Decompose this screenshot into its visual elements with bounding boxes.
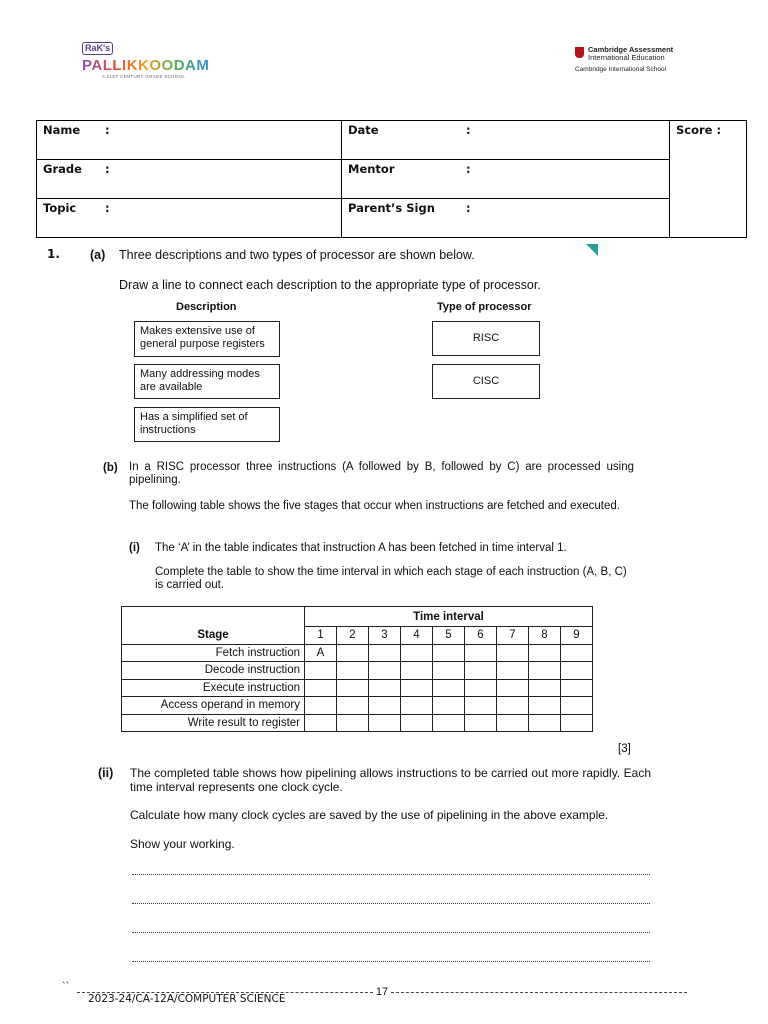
sub-i-text1: The ‘A’ in the table indicates that instruction A has been fetched in time interval 1. bbox=[155, 542, 567, 554]
logo-tagline: A 21ST CENTURY GRADE SCHOOL bbox=[102, 74, 186, 79]
table-cell[interactable] bbox=[337, 644, 369, 662]
sub-i-label: (i) bbox=[129, 542, 140, 554]
question-number: 1. bbox=[47, 247, 60, 261]
table-cell[interactable] bbox=[465, 697, 497, 715]
table-cell[interactable] bbox=[465, 644, 497, 662]
table-cell[interactable] bbox=[305, 697, 337, 715]
part-b-label: (b) bbox=[103, 462, 118, 474]
interval-header: 9 bbox=[561, 627, 593, 645]
sub-ii-text1: The completed table shows how pipelining allows instructions to be carried out more rapidly. Each time interval represents one clock cycle. bbox=[130, 766, 651, 794]
interval-header: 4 bbox=[401, 627, 433, 645]
stage-label: Decode instruction bbox=[122, 662, 305, 680]
answer-line[interactable] bbox=[132, 903, 650, 904]
table-cell[interactable] bbox=[561, 697, 593, 715]
table-cell[interactable] bbox=[401, 697, 433, 715]
part-b-text1: In a RISC processor three instructions (A followed by B, followed by C) are processed using pipelining. bbox=[129, 461, 634, 486]
table-cell[interactable] bbox=[401, 644, 433, 662]
table-cell[interactable] bbox=[529, 697, 561, 715]
cambridge-line1: Cambridge Assessment bbox=[588, 45, 674, 54]
cambridge-logo bbox=[575, 46, 695, 76]
interval-header: 1 bbox=[305, 627, 337, 645]
table-row bbox=[122, 644, 593, 662]
table-cell[interactable] bbox=[465, 679, 497, 697]
grade-field[interactable]: Grade : bbox=[37, 160, 342, 199]
table-cell[interactable] bbox=[305, 679, 337, 697]
interval-header: 3 bbox=[369, 627, 401, 645]
interval-header: 7 bbox=[497, 627, 529, 645]
topic-field[interactable]: Topic : bbox=[37, 199, 342, 238]
mentor-field[interactable]: Mentor : bbox=[342, 160, 670, 199]
interval-header: 5 bbox=[433, 627, 465, 645]
footer-prefix: `` bbox=[62, 981, 70, 993]
type-header: Type of processor bbox=[437, 301, 532, 313]
name-field[interactable]: Name : bbox=[37, 121, 342, 160]
table-cell[interactable] bbox=[529, 644, 561, 662]
table-cell[interactable] bbox=[529, 679, 561, 697]
table-cell[interactable] bbox=[401, 714, 433, 732]
table-cell[interactable] bbox=[433, 644, 465, 662]
logo-name: PALLIKKOODAM bbox=[82, 57, 210, 74]
shield-icon bbox=[575, 47, 584, 58]
table-cell[interactable] bbox=[529, 714, 561, 732]
answer-line[interactable] bbox=[132, 932, 650, 933]
table-cell[interactable] bbox=[305, 714, 337, 732]
stage-label: Access operand in memory bbox=[122, 697, 305, 715]
table-cell[interactable] bbox=[561, 679, 593, 697]
table-cell[interactable] bbox=[433, 714, 465, 732]
table-cell[interactable] bbox=[529, 662, 561, 680]
table-cell[interactable] bbox=[337, 662, 369, 680]
logo-brand: RaK's bbox=[82, 42, 113, 55]
cambridge-line2: International Education bbox=[588, 53, 665, 62]
corner-marker-icon bbox=[586, 244, 598, 256]
stage-label: Execute instruction bbox=[122, 679, 305, 697]
table-cell[interactable] bbox=[401, 662, 433, 680]
sub-i-text2: Complete the table to show the time interval in which each stage of each instruction (A, B, C) is carried out. bbox=[155, 566, 627, 591]
description-box-1[interactable]: Makes extensive use of general purpose registers bbox=[134, 321, 280, 357]
table-cell[interactable] bbox=[401, 679, 433, 697]
stage-header: Stage bbox=[122, 627, 305, 645]
sub-ii-text2: Calculate how many clock cycles are saved by the use of pipelining in the above example. bbox=[130, 808, 609, 822]
cisc-box[interactable]: CISC bbox=[432, 364, 540, 399]
part-a-label: (a) bbox=[90, 248, 106, 262]
table-cell[interactable] bbox=[497, 697, 529, 715]
table-cell: A bbox=[305, 644, 337, 662]
table-cell[interactable] bbox=[497, 679, 529, 697]
table-cell[interactable] bbox=[337, 714, 369, 732]
pipeline-table bbox=[121, 606, 593, 732]
table-cell[interactable] bbox=[561, 714, 593, 732]
date-field[interactable]: Date : bbox=[342, 121, 670, 160]
answer-line[interactable] bbox=[132, 874, 650, 875]
sub-ii-text3: Show your working. bbox=[130, 837, 235, 851]
part-a-text2: Draw a line to connect each description to the appropriate type of processor. bbox=[119, 278, 541, 292]
score-field[interactable]: Score : bbox=[670, 121, 747, 238]
table-cell[interactable] bbox=[369, 714, 401, 732]
description-box-3[interactable]: Has a simplified set of instructions bbox=[134, 407, 280, 442]
table-cell[interactable] bbox=[497, 662, 529, 680]
stage-label: Write result to register bbox=[122, 714, 305, 732]
risc-box[interactable]: RISC bbox=[432, 321, 540, 356]
table-cell[interactable] bbox=[497, 714, 529, 732]
table-cell[interactable] bbox=[433, 662, 465, 680]
course-code: 2023-24/CA-12A/COMPUTER SCIENCE bbox=[88, 993, 286, 1005]
table-cell[interactable] bbox=[369, 697, 401, 715]
interval-header: 6 bbox=[465, 627, 497, 645]
stage-label: Fetch instruction bbox=[122, 644, 305, 662]
table-cell[interactable] bbox=[369, 644, 401, 662]
table-row bbox=[122, 714, 593, 732]
student-info-table bbox=[36, 120, 747, 238]
school-logo bbox=[82, 38, 212, 80]
answer-line[interactable] bbox=[132, 961, 650, 962]
table-cell[interactable] bbox=[337, 697, 369, 715]
table-cell[interactable] bbox=[433, 679, 465, 697]
table-cell[interactable] bbox=[369, 662, 401, 680]
table-cell[interactable] bbox=[465, 714, 497, 732]
table-cell[interactable] bbox=[433, 697, 465, 715]
page-number: 17 bbox=[375, 986, 389, 998]
part-a-text1: Three descriptions and two types of processor are shown below. bbox=[119, 248, 475, 262]
table-row bbox=[122, 679, 593, 697]
cambridge-line3: Cambridge International School bbox=[575, 66, 667, 73]
interval-header: 8 bbox=[529, 627, 561, 645]
sub-ii-label: (ii) bbox=[98, 766, 114, 780]
table-cell[interactable] bbox=[337, 679, 369, 697]
table-row bbox=[122, 662, 593, 680]
description-box-2[interactable]: Many addressing modes are available bbox=[134, 364, 280, 399]
description-header: Description bbox=[176, 301, 237, 313]
table-row bbox=[122, 697, 593, 715]
part-b-text2: The following table shows the five stages that occur when instructions are fetched and executed. bbox=[129, 500, 620, 512]
table-cell[interactable] bbox=[561, 662, 593, 680]
table-cell[interactable] bbox=[497, 644, 529, 662]
marks-label: [3] bbox=[618, 743, 631, 755]
table-cell[interactable] bbox=[369, 679, 401, 697]
table-cell[interactable] bbox=[465, 662, 497, 680]
table-cell[interactable] bbox=[561, 644, 593, 662]
interval-header: 2 bbox=[337, 627, 369, 645]
parent-sign-field[interactable]: Parent’s Sign : bbox=[342, 199, 670, 238]
time-interval-header: Time interval bbox=[305, 607, 593, 627]
table-cell[interactable] bbox=[305, 662, 337, 680]
